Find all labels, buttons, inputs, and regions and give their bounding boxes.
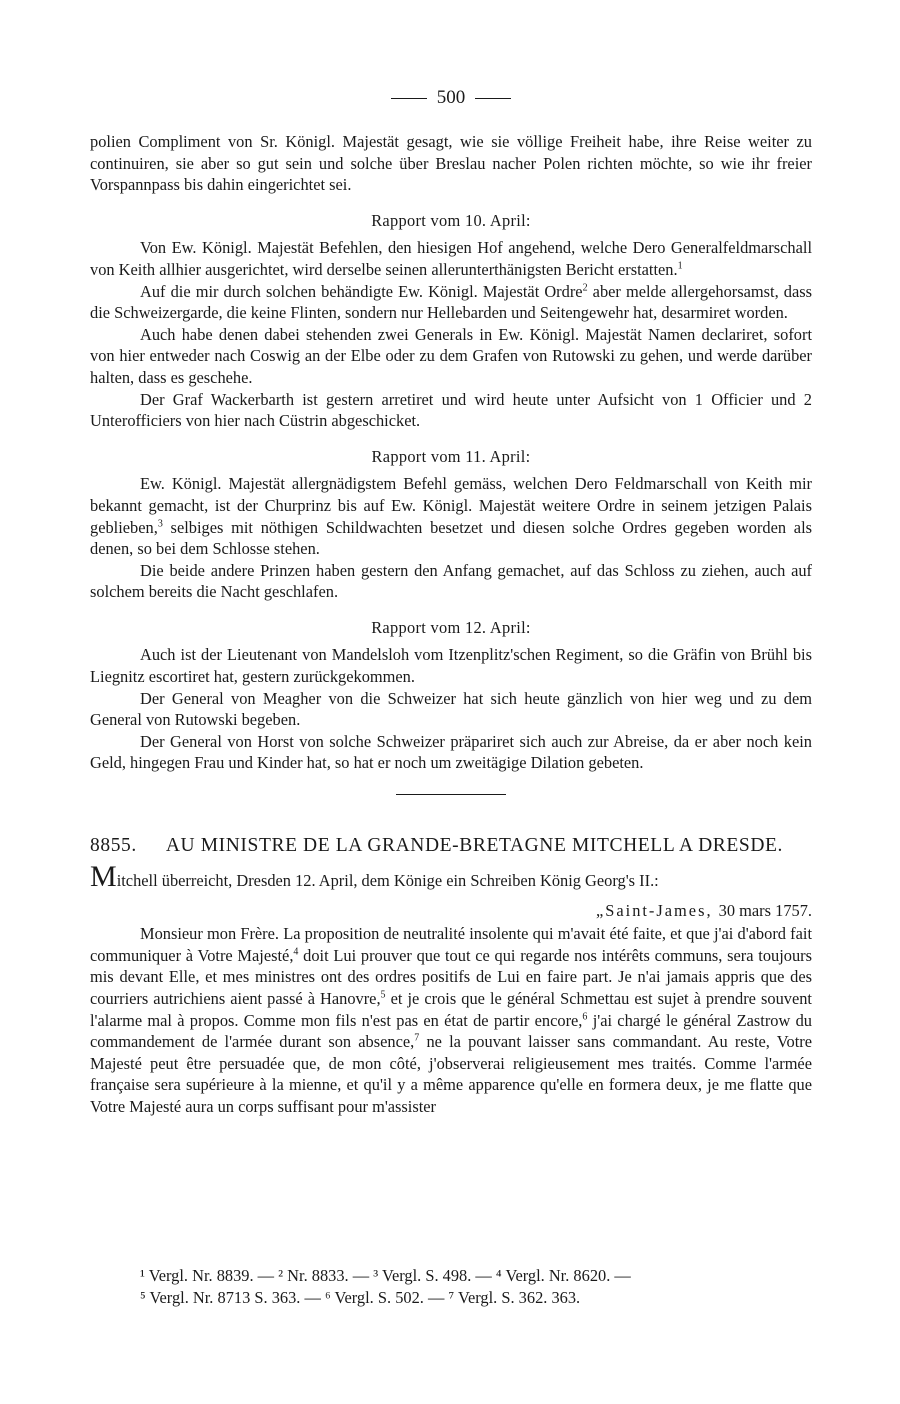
- intro-text: itchell überreicht, Dresden 12. April, dem Könige ein Schreiben König Georg's II.:: [116, 871, 659, 891]
- footnote-ref: 4: [293, 946, 299, 958]
- document-title: [90, 833, 812, 858]
- page-header: [90, 86, 812, 110]
- paragraph-text: Auf die mir durch solchen behändigte Ew. Königl. Majestät Ordre: [140, 281, 583, 301]
- paragraph-text: aber melde allergehorsamst, dass die Schweizergarde, die keine Flinten, sondern nur Hellebarden und Seitengewehr hat, desarmiret worden.: [90, 281, 812, 323]
- opening-paragraph: polien Compliment von Sr. Königl. Majestät gesagt, wie sie völlige Freiheit habe, ihre Reise weiter zu continuiren, sie aber so gut sein und solche über Breslau nacher Polen richten möchte, so wie ihr freier Vorspannpass bis dahin eingerichtet sei.: [90, 132, 812, 195]
- header-rule-left: [391, 98, 427, 99]
- document-number: 8855.: [90, 835, 137, 857]
- rapport-12-paragraph-3: Der General von Horst von solche Schweizer präpariret sich auch zur Abreise, da er aber noch kein Geld, hingegen Frau und Kinder hat, so hat er noch um zweitägige Dilation gebeten.: [90, 731, 812, 773]
- footnote-ref: 6: [582, 1011, 588, 1023]
- rapport-12-heading: Rapport vom 12. April:: [371, 617, 531, 637]
- drop-cap: M: [90, 860, 117, 894]
- footnote-ref: 3: [157, 518, 163, 530]
- footnote-ref: 7: [414, 1032, 420, 1044]
- header-rule-right: [475, 98, 511, 99]
- footnote-ref: 2: [582, 282, 588, 294]
- letter-text: j'ai chargé le général Zastrow du commandement de l'armée durant son absence,: [90, 1010, 812, 1052]
- footnotes: [90, 1265, 812, 1309]
- section-divider: [396, 794, 506, 795]
- letter-date-text: 30 mars 1757.: [718, 900, 812, 920]
- rapport-11-paragraph-2: Die beide andere Prinzen haben gestern den Anfang gemachet, auf das Schloss zu ziehen, auch auf solchem bereits die Nacht geschlafen.: [90, 560, 812, 602]
- rapport-10-paragraph-2: [90, 281, 812, 324]
- main-text: [90, 131, 812, 1118]
- document-intro: [90, 860, 812, 894]
- footnote-ref: 1: [677, 260, 683, 272]
- letter-text: Monsieur mon Frère. La proposition de neutralité insolente qui m'avait été faite, et que j'ai d'abord fait communiquer à Votre Majesté,: [90, 924, 812, 965]
- letter-body: [90, 923, 812, 1117]
- letter-text: et je crois que le général Schmettau est sujet à prendre souvent l'alarme mal à propos. Comme mon fils n'est pas en état de partir encore,: [90, 989, 812, 1030]
- footnote-line-2: ⁵ Vergl. Nr. 8713 S. 363. — ⁶ Vergl. S. 502. — ⁷ Vergl. S. 362. 363.: [140, 1288, 581, 1307]
- document-title-text: AU MINISTRE DE LA GRANDE-BRETAGNE MITCHELL A DRESDE.: [165, 835, 784, 857]
- rapport-10-paragraph-3: Auch habe denen dabei stehenden zwei Generals in Ew. Königl. Majestät Namen declariret, sofort von hier entweder nach Coswig an der Elbe oder zu dem Grafen von Rutowski zu gehen, und werde darüber halten, dass es geschehe.: [90, 324, 812, 387]
- paragraph-text: Von Ew. Königl. Majestät Befehlen, den hiesigen Hof angehend, welche Dero Generalfeldmarschall von Keith allhier ausgerichtet, wird derselbe seinen allerunterthänigsten Bericht erstatten.: [90, 238, 812, 279]
- paragraph-text: Ew. Königl. Majestät allergnädigstem Befehl gemäss, welchen Dero Feldmarschall von Keith mir bekannt gemacht, ist der Churprinz bis auf Ew. Königl. Majestät weitere Ordre in seinem jetzigen Palais geblieben,: [90, 474, 812, 537]
- rapport-10-heading: Rapport vom 10. April:: [371, 210, 531, 230]
- page-number: 500: [436, 87, 466, 108]
- rapport-11-heading: Rapport vom 11. April:: [371, 446, 531, 466]
- rapport-11-paragraph-1: [90, 473, 812, 559]
- rapport-10-paragraph-1: [90, 237, 812, 280]
- rapport-12-paragraph-2: Der General von Meagher von die Schweizer hat sich heute gänzlich von hier weg und zu dem General von Rutowski begeben.: [90, 688, 812, 730]
- letter-date: [90, 900, 812, 922]
- footnote-ref: 5: [380, 989, 386, 1001]
- footnote-line-1: ¹ Vergl. Nr. 8839. — ² Nr. 8833. — ³ Vergl. S. 498. — ⁴ Vergl. Nr. 8620. —: [140, 1266, 631, 1285]
- book-page: [90, 0, 812, 1404]
- rapport-10-paragraph-4: Der Graf Wackerbarth ist gestern arretiret und wird heute unter Aufsicht von 1 Officier und 2 Unterofficiers von hier nach Cüstrin abgeschicket.: [90, 389, 812, 431]
- paragraph-text: selbiges mit nöthigen Schildwachten besetzet und diesen solche Ordres gegeben worden als denen, so bei dem Schlosse stehen.: [90, 517, 812, 559]
- letter-place: „Saint-James,: [595, 900, 713, 920]
- letter-text: doit Lui prouver que tout ce qui regarde nos intérêts communs, sera toujours mis devant Elle, et mes ministres ont des ordres positifs de Lui en faire part. Je n'ai jamais appris que des courriers autrichiens aient passé à Hanovre,: [90, 945, 812, 1008]
- letter-text: ne la pouvant laisser sans commandant. Au reste, Votre Majesté peut être persuadée que, de mon côté, j'observerai religieusement mes traités. Comme l'armée française sera supérieure à la mienne, et qu'il y a même apparence qu'elle en formera deux, je me flatte que Votre Majesté aura un corps suffisant pour m'assister: [90, 1032, 812, 1116]
- rapport-12-paragraph-1: Auch ist der Lieutenant von Mandelsloh vom Itzenplitz'schen Regiment, so die Gräfin von Brühl bis Liegnitz escortiret hat, gestern zurückgekommen.: [90, 645, 812, 687]
